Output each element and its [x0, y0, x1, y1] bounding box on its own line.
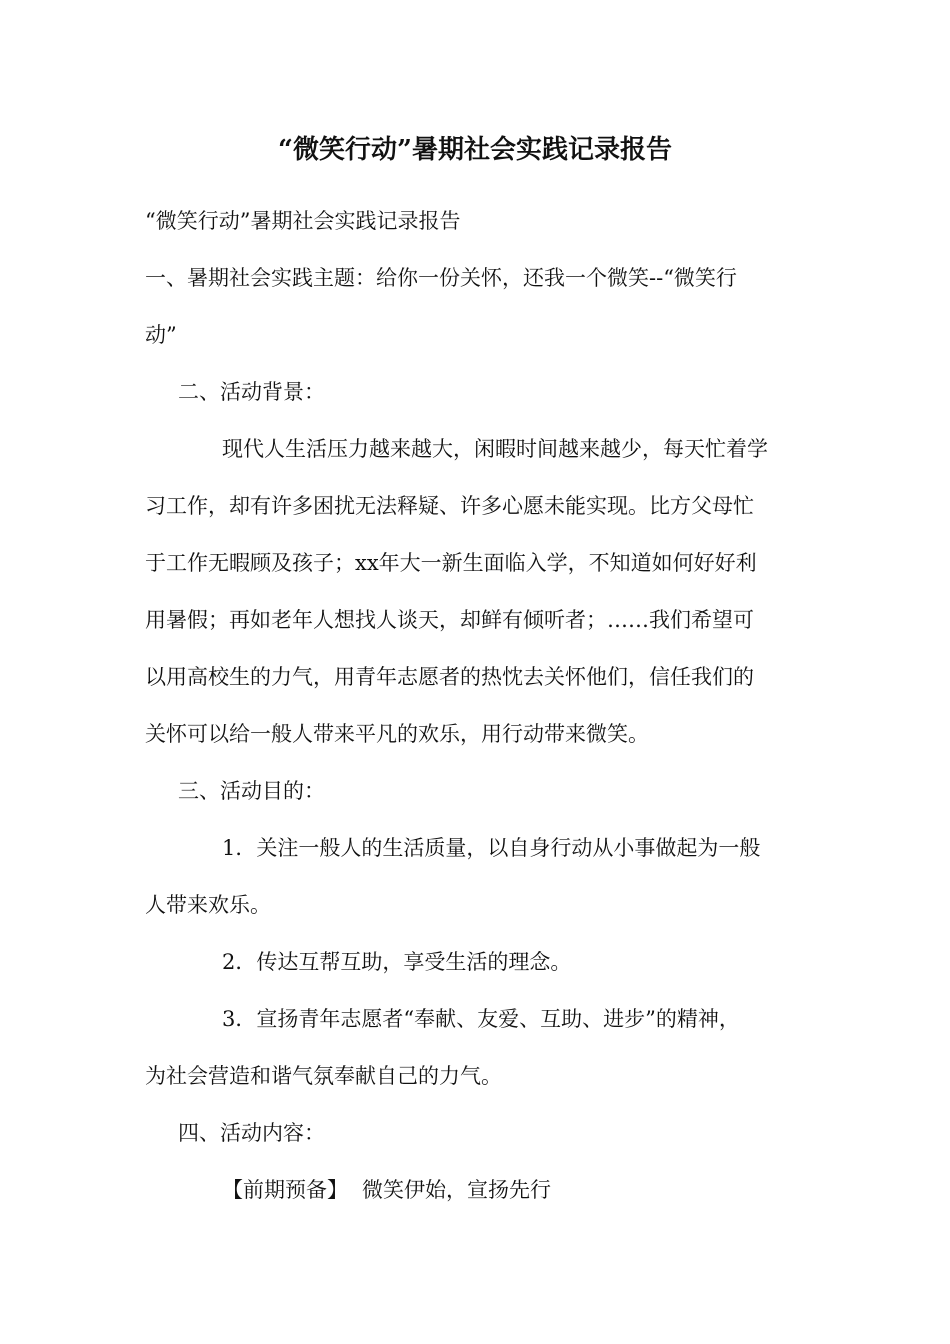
subsection-text: 微笑伊始，宣扬先行	[362, 1178, 551, 1202]
paragraph-line: 动”	[145, 323, 177, 347]
list-item: 1．关注一般人的生活质量，以自身行动从小事做起为一般	[222, 836, 761, 860]
paragraph-line: 用暑假；再如老年人想找人谈天，却鲜有倾听者；……我们希望可	[145, 608, 754, 632]
repeated-title: “微笑行动”暑期社会实践记录报告	[145, 209, 461, 233]
subsection-label: 【前期预备】	[222, 1178, 348, 1202]
paragraph-line: 习工作，却有许多困扰无法释疑、许多心愿未能实现。比方父母忙	[145, 494, 754, 518]
list-item: 3．宣扬青年志愿者“奉献、友爱、互助、进步”的精神，	[222, 1007, 740, 1031]
paragraph-line: 关怀可以给一般人带来平凡的欢乐，用行动带来微笑。	[145, 722, 649, 746]
document-title: “微笑行动”暑期社会实践记录报告	[278, 135, 672, 165]
paragraph-line: 为社会营造和谐气氛奉献自己的力气。	[145, 1064, 502, 1088]
paragraph-line: 以用高校生的力气，用青年志愿者的热忱去关怀他们，信任我们的	[145, 665, 754, 689]
paragraph-line: 于工作无暇顾及孩子；xx年大一新生面临入学，不知道如何好好利	[145, 551, 757, 575]
paragraph-line: 现代人生活压力越来越大，闲暇时间越来越少，每天忙着学	[222, 437, 768, 461]
paragraph-line: 人带来欢乐。	[145, 893, 271, 917]
section-heading: 三、活动目的：	[178, 779, 325, 803]
section-heading: 四、活动内容：	[178, 1121, 325, 1145]
list-item: 2．传达互帮互助，享受生活的理念。	[222, 950, 572, 974]
subsection-line	[222, 1175, 551, 1205]
paragraph-line: 一、暑期社会实践主题：给你一份关怀，还我一个微笑--“微笑行	[145, 266, 737, 290]
section-heading: 二、活动背景：	[178, 380, 325, 404]
